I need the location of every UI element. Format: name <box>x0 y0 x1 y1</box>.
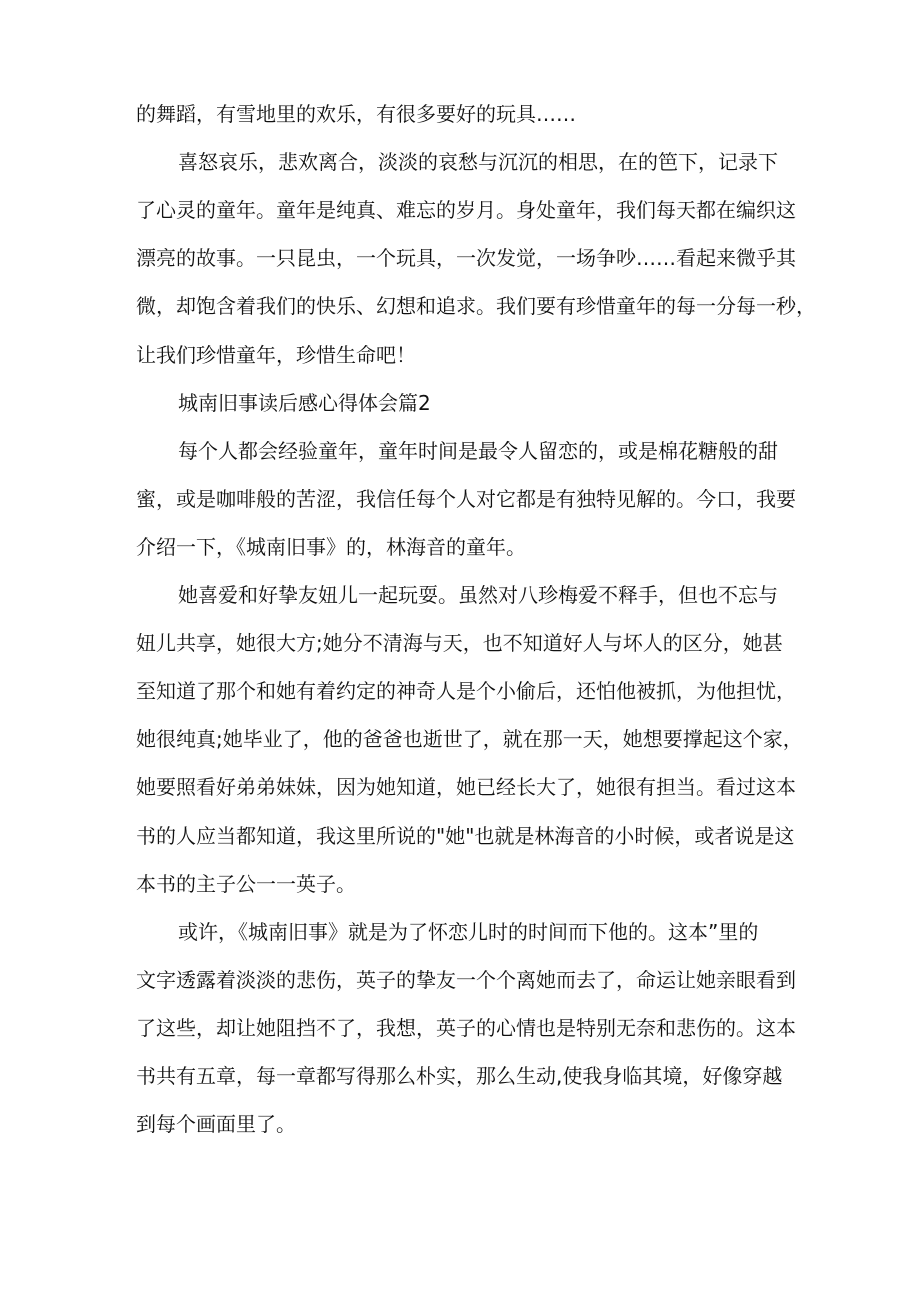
text-line: 蜜，或是咖啡般的苦涩，我信任每个人对它都是有独特见解的。今口，我要 <box>136 487 796 511</box>
text-line: 书共有五章，每一章都写得那么朴实，那么生动,使我身临其境，好像穿越 <box>136 1064 783 1088</box>
text-line: 她要照看好弟弟妹妹，因为她知道，她已经长大了，她很有担当。看过这本 <box>136 775 796 799</box>
text-line: 漂亮的故事。一只昆虫，一个玩具，一次发觉，一场争吵……看起来微乎其 <box>136 246 796 270</box>
text-line: 微，却饱含着我们的快乐、幻想和追求。我们要有珍惜童年的每一分每一秒， <box>136 294 816 318</box>
text-line: 让我们珍惜童年，珍惜生命吧！ <box>136 343 416 367</box>
paragraph-start-line: 或许，《城南旧事》就是为了怀恋儿时的时间而下他的。这本”里的 <box>178 920 759 944</box>
section-heading: 城南旧事读后感心得体会篇2 <box>178 391 431 415</box>
text-line: 本书的主子公一一英子。 <box>136 872 356 896</box>
text-line: 文字透露着淡淡的悲伤，英子的挚友一个个离她而去了，命运让她亲眼看到 <box>136 968 796 992</box>
text-line: 的舞蹈，有雪地里的欢乐，有很多要好的玩具…… <box>136 102 576 126</box>
paragraph-start-line: 她喜爱和好挚友妞儿一起玩耍。虽然对八珍梅爱不释手，但也不忘与 <box>178 583 778 607</box>
text-line: 妞儿共享，她很大方;她分不清海与天，也不知道好人与坏人的区分，她甚 <box>136 631 783 655</box>
text-line: 到每个画面里了。 <box>136 1112 296 1136</box>
text-line: 书的人应当都知道，我这里所说的"她"也就是林海音的小时候，或者说是这 <box>136 824 795 848</box>
text-line: 了这些，却让她阻挡不了，我想，英子的心情也是特别无奈和悲伤的。这本 <box>136 1016 796 1040</box>
text-line: 她很纯真;她毕业了，他的爸爸也逝世了，就在那一天，她想要撑起这个家， <box>136 727 803 751</box>
text-line: 至知道了那个和她有着约定的神奇人是个小偷后，还怕他被抓，为他担忧， <box>136 679 796 703</box>
text-line: 了心灵的童年。童年是纯真、难忘的岁月。身处童年，我们每天都在编织这 <box>136 198 796 222</box>
text-line: 介绍一下，《城南旧事》的，林海音的童年。 <box>136 535 526 559</box>
paragraph-start-line: 喜怒哀乐，悲欢离合，淡淡的哀愁与沉沉的相思，在的笆下，记录下 <box>178 150 778 174</box>
paragraph-start-line: 每个人都会经验童年，童年时间是最令人留恋的，或是棉花糖般的甜 <box>178 439 778 463</box>
